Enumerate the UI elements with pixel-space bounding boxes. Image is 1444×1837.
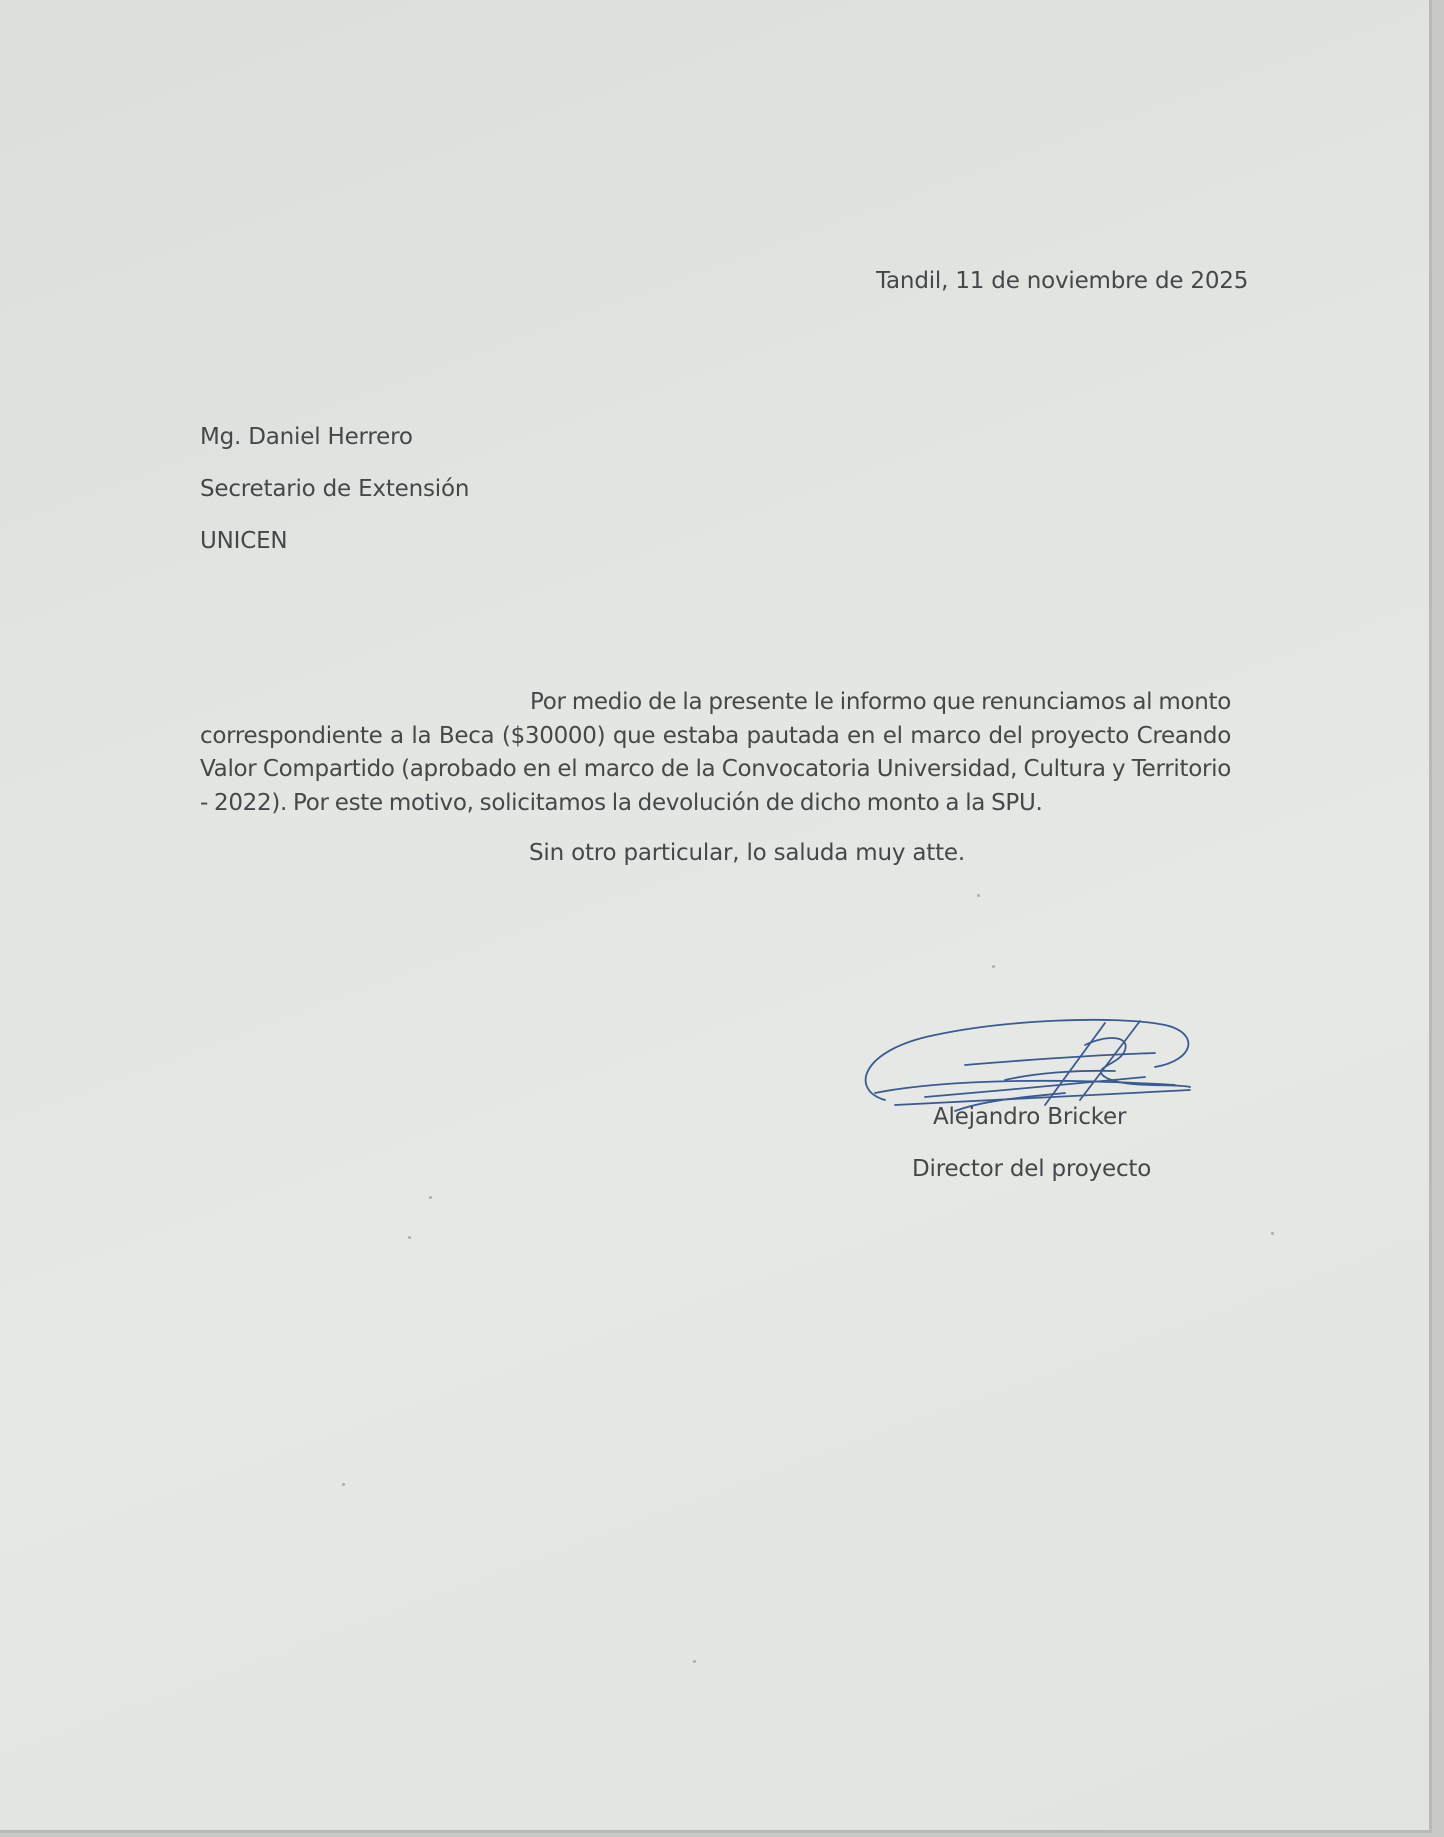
letter-closing: Sin otro particular, lo saluda muy atte. [529,840,965,866]
signer-role: Director del proyecto [912,1156,1152,1182]
paper-speck [342,1483,345,1486]
letter-date: Tandil, 11 de noviembre de 2025 [876,268,1249,294]
paper-speck [693,1660,696,1663]
signer-name: Alejandro Bricker [933,1104,1127,1130]
handwritten-signature [855,1005,1205,1115]
paper-speck [992,965,995,968]
paper-speck [408,1236,411,1239]
recipient-name: Mg. Daniel Herrero [200,424,413,450]
paper-speck [1271,1232,1274,1235]
recipient-organization: UNICEN [200,528,288,554]
paper-speck [429,1196,432,1199]
paper-speck [977,894,980,897]
recipient-title: Secretario de Extensión [200,476,470,502]
letter-body: Por medio de la presente le informo que renunciamos al monto correspondiente a la Beca ($30000) que estaba pautada en el marco del proyecto Creando Valor Compartido (aprobado en el marco de la Convocatoria Universidad, Cultura y Territorio - 2022). Por este motivo, solicitamos la devolución de dicho monto a la SPU. [200,689,1231,816]
